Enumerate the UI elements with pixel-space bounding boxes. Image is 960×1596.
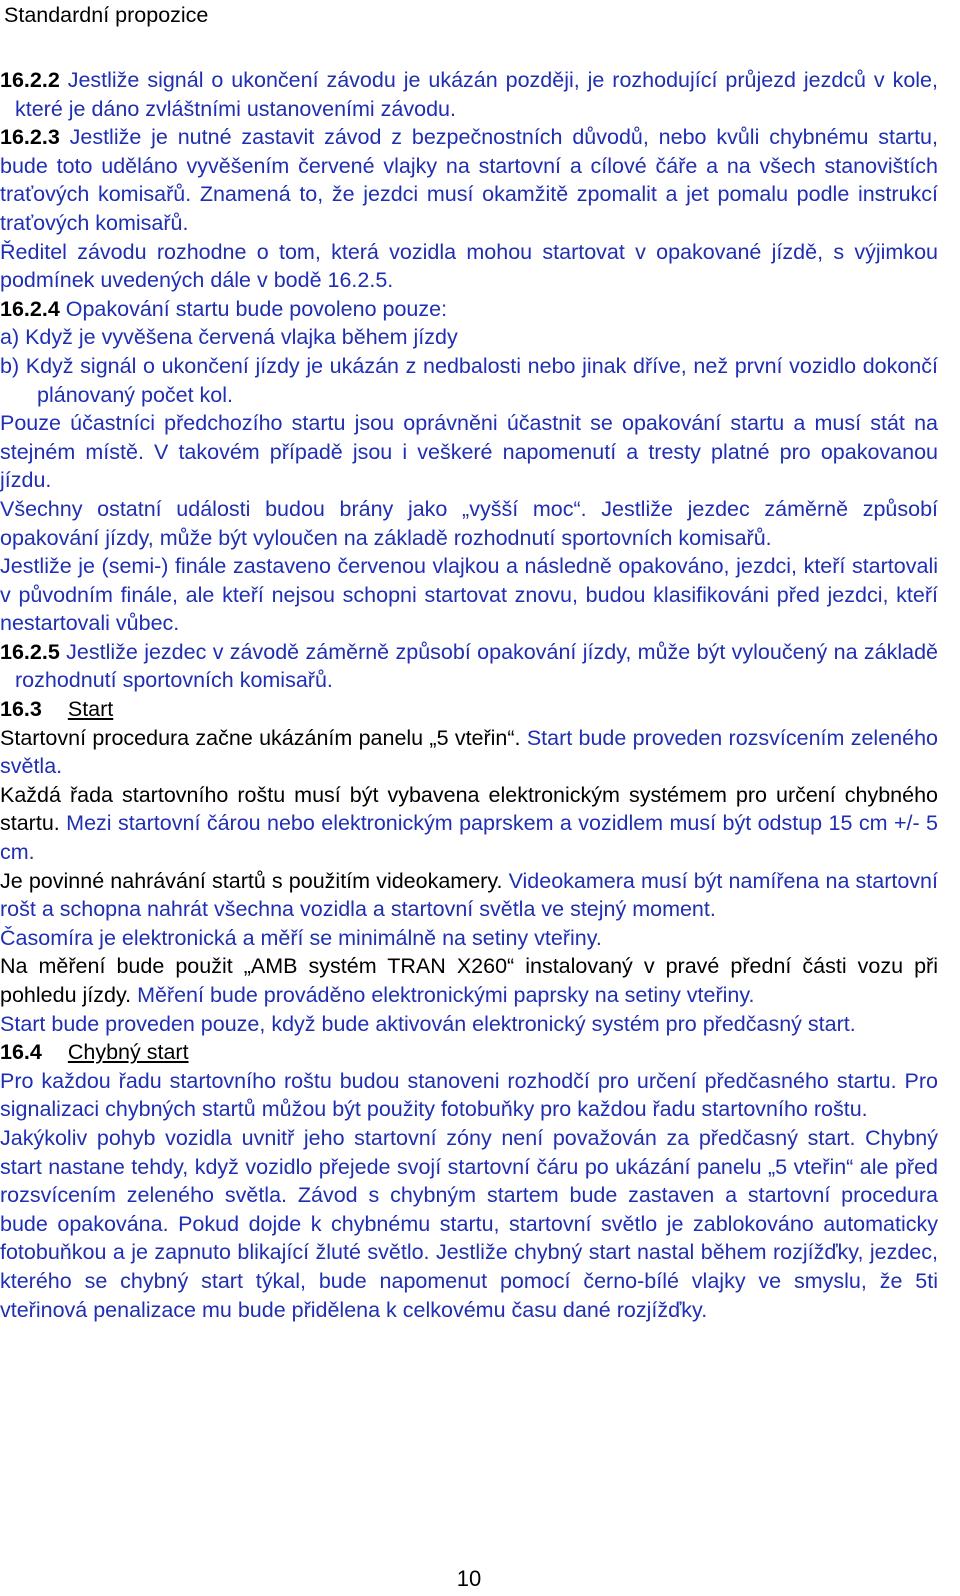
section-title: Chybný start [67,1040,189,1065]
section-number: 16.2.3 [0,125,60,150]
section-number: 16.4 [0,1040,42,1065]
paragraph-text: Ředitel závodu rozhodne o tom, která vozidla mohou startovat v opakované jízdě, s výjimkou podmínek uvedených dále v bodě 16.2.5. [0,239,938,293]
paragraph-text: Jakýkoliv pohyb vozidla uvnitř jeho startovní zóny není považován za předčasný start. Chybný start nastane tehdy, když vozidlo přejede svojí startovní čáru po ukázání panelu „5 vteřin“ ale před rozsvícením zeleného světla. Závod s chybným startem bude zastaven a startovní procedura bude opakována. Pokud dojde k chybnému startu, startovní světlo je zablokováno automaticky fotobuňkou a je zapnuto blikající žluté světlo. Jestliže chybný start nastal během rozjížďky, jezdec, kterého se chybný start týkal, bude napomenut pomocí černo-bílé vlajky ve smyslu, že 5ti vteřinová penalizace mu bude přidělena k celkovému času dané rozjížďky. [0,1125,938,1322]
paragraph-participants [0,409,938,495]
paragraph-false-start-judges [0,1067,938,1124]
paragraph-16-2-3 [0,123,938,237]
paragraph-grid-system [0,781,938,867]
paragraph-text: Jestliže je (semi-) finále zastaveno červenou vlajkou a následně opakováno, jezdci, kteří startovali v původním finále, ale kteří nejsou schopni startovat znovu, budou klasifikováni před jezdci, kteří nestartovali vůbec. [0,554,938,636]
paragraph-text: Videokamera musí být namířena na startovní rošt a schopna nahrát všechna vozidla a startovní světla ve stejný moment. [0,868,938,922]
paragraph-text: Opakování startu bude povoleno pouze: [59,296,448,321]
paragraph-text: Start bude proveden pouze, když bude aktivován elektronický systém pro předčasný start. [0,1011,856,1036]
paragraph-text: Mezi startovní čárou nebo elektronickým paprskem a vozidlem musí být odstup 15 cm +/- 5 cm. [0,811,938,865]
paragraph-text: Časomíra je elektronická a měří se minimálně na setiny vteřiny. [0,925,602,950]
section-number: 16.3 [0,697,42,722]
paragraph-text: Měření bude prováděno elektronickými paprsky na setiny vteřiny. [131,983,755,1007]
paragraph-video [0,867,938,924]
paragraph-16-2-5 [0,638,938,695]
paragraph-text: Pro signalizaci chybných startů můžou být použity fotobuňky pro každou řadu startovního roštu. [0,1068,938,1122]
paragraph-text: Všechny ostatní události budou brány jako „vyšší moc“. [0,496,587,521]
paragraph-text: Pouze účastníci předchozího startu jsou oprávněni účastnit se opakování startu a musí stát na stejném místě. [0,411,938,464]
paragraph-activation [0,1010,938,1039]
list-item-b: b) Když signál o ukončení jízdy je ukázán z nedbalosti nebo jinak dříve, než první vozidlo dokončí plánovaný počet kol. [0,353,938,407]
paragraph-text: Jestliže je nutné zastavit závod z bezpečnostních důvodů, nebo kvůli chybnému startu, bude toto uděláno vyvěšením červené vlajky na startovní a cílové čáře a na všech stanovištích traťových komisařů. [0,125,938,207]
paragraph-text: Pro každou řadu startovního roštu budou stanoveni rozhodčí pro určení předčasného startu. [0,1068,897,1093]
section-number: 16.2.4 [0,296,60,321]
paragraph-text: Na měření bude použit „AMB systém TRAN X260“ instalovaný v pravé přední části vozu při pohledu jízdy. [0,954,938,1007]
paragraph-text: Startovní procedura začne ukázáním panelu „5 vteřin“. [0,725,521,750]
paragraph-text: Jestliže jezdec záměrně způsobí opakování jízdy, může být vyloučen na základě rozhodnutí sportovních komisařů. [0,496,938,550]
section-number: 16.2.5 [0,639,60,664]
section-heading-16-4 [0,1038,938,1067]
paragraph-semifinal [0,552,938,638]
paragraph-director [0,238,938,295]
section-title: Start [67,697,114,722]
paragraph-measurement [0,952,938,1009]
paragraph-false-start-rules [0,1124,938,1324]
document-header: Standardní propozice [4,3,209,27]
document-body [0,66,938,1324]
paragraph-force-majeure [0,495,938,552]
paragraph-16-2-4 [0,295,938,324]
paragraph-16-2-2 [0,66,938,123]
paragraph-text: Start bude proveden rozsvícením zeleného světla. [0,725,938,779]
paragraph-start-procedure [0,724,938,781]
section-number: 16.2.2 [0,68,60,92]
section-heading-16-3 [0,695,938,724]
paragraph-timing [0,924,938,953]
page-number: 10 [456,1566,482,1591]
paragraph-text: V takovém případě jsou i veškeré napomenutí a tresty platné pro opakovanou jízdu. [0,439,938,493]
paragraph-text: Každá řada startovního roštu musí být vybavena elektronickým systémem pro určení chybného startu. [0,782,938,836]
paragraph-text: Je povinné nahrávání startů s použitím videokamery. [0,868,503,893]
paragraph-text: Jestliže jezdec v závodě záměrně způsobí opakování jízdy, může být vyloučený na základě rozhodnutí sportovních komisařů. [15,639,938,693]
paragraph-text: Jestliže signál o ukončení závodu je ukázán později, je rozhodující průjezd jezdců v kole, které je dáno zvláštními ustanoveními závodu. [15,68,938,121]
paragraph-text: Znamená to, že jezdci musí okamžitě zpomalit a jet pomalu podle instrukcí traťových komisařů. [0,182,938,235]
list-item-a: a) Když je vyvěšena červená vlajka během jízdy [0,325,458,350]
